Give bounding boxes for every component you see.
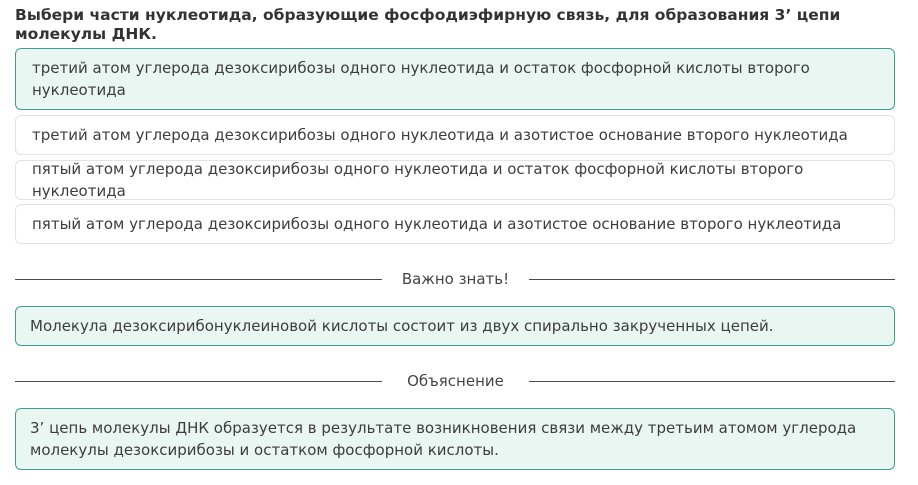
- answer-option-label: пятый атом углерода дезоксирибозы одного нуклеотида и остаток фосфорной кислоты второго нуклеотида: [32, 160, 804, 200]
- divider-line: [15, 279, 382, 280]
- answer-option-label: третий атом углерода дезоксирибозы одного нуклеотида и азотистое основание второго нуклеотида: [32, 126, 848, 144]
- question-text: Выбери части нуклеотида, образующие фосфодиэфирную связь, для образования 3’ цепи молекулы ДНК.: [15, 6, 841, 43]
- answer-option-label: пятый атом углерода дезоксирибозы одного нуклеотида и азотистое основание второго нуклеотида: [32, 215, 842, 233]
- answer-option-1[interactable]: [15, 48, 895, 110]
- explanation-box: [15, 408, 895, 470]
- divider-line: [15, 381, 382, 382]
- answer-option-label: третий атом углерода дезоксирибозы одного нуклеотида и остаток фосфорной кислоты второго нуклеотида: [32, 59, 810, 99]
- important-text: Молекула дезоксирибонуклеиновой кислоты состоит из двух спирально закрученных цепей.: [30, 317, 774, 335]
- explanation-text: 3’ цепь молекулы ДНК образуется в результате возникновения связи между третьим атомом углерода молекулы дезоксирибозы и остатком фосфорной кислоты.: [30, 419, 857, 459]
- important-heading: Важно знать!: [401, 270, 510, 288]
- answer-option-2[interactable]: [15, 115, 895, 155]
- divider-line: [529, 381, 895, 382]
- important-box: [15, 306, 895, 346]
- answer-option-3[interactable]: [15, 160, 895, 200]
- explanation-heading: Объяснение: [407, 372, 504, 390]
- important-divider: [15, 269, 895, 289]
- answer-option-4[interactable]: [15, 204, 895, 244]
- explanation-divider: [15, 371, 895, 391]
- divider-line: [529, 279, 895, 280]
